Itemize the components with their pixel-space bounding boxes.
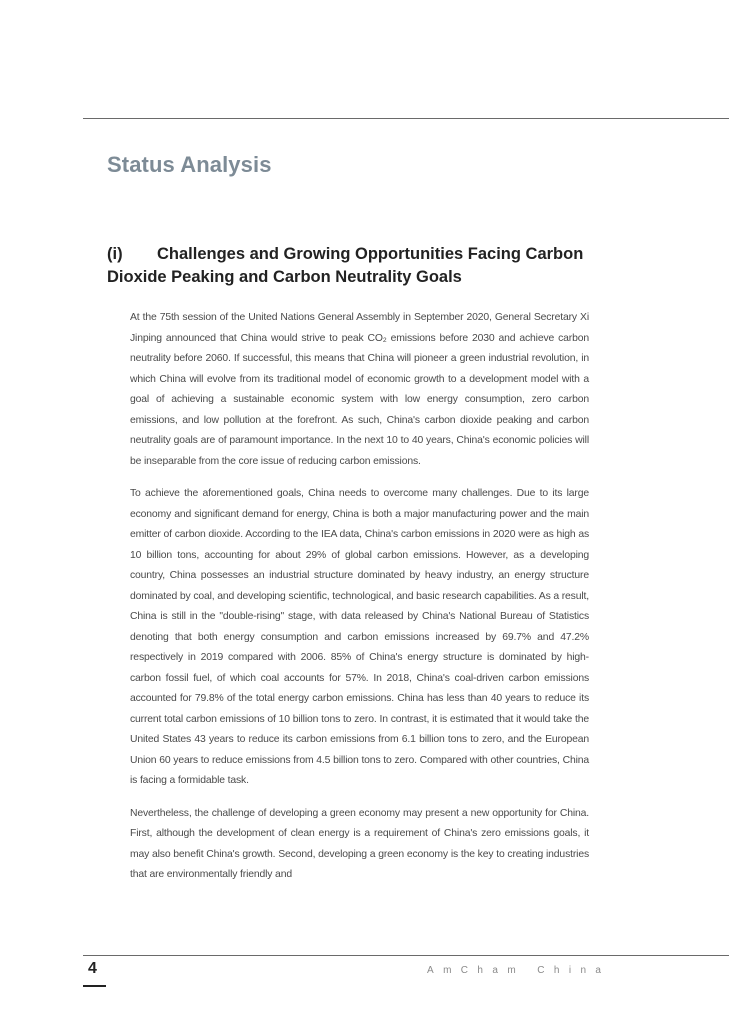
- footer-rule: [83, 955, 729, 956]
- header-rule: [83, 118, 729, 119]
- body-text: [130, 308, 589, 898]
- page-number: 4: [88, 960, 97, 977]
- section-title: Status Analysis: [107, 152, 272, 177]
- paragraph-1: At the 75th session of the United Nations General Assembly in September 2020, General Secretary Xi Jinping announced that China would strive to peak CO₂ emissions before 2030 and achieve carbon neutrality before 2060. If successful, this means that China will pioneer a green industrial revolution, in which China will evolve from its traditional model of economic growth to a development model with a goal of achieving a sustainable economic system with low energy consumption, zero carbon emissions, and low pollution at the forefront. As such, China's carbon dioxide peaking and carbon neutrality goals are of paramount importance. In the next 10 to 40 years, China's economic policies will be inseparable from the core issue of reducing carbon emissions.: [130, 312, 589, 467]
- paragraph-3: Nevertheless, the challenge of developing a green economy may present a new opportunity for China. First, although the development of clean energy is a requirement of China's zero emissions goals, it may also benefit China's growth. Second, developing a green economy is the key to creating industries that are environmentally friendly and: [130, 807, 589, 880]
- paragraph-2: To achieve the aforementioned goals, China needs to overcome many challenges. Due to its large economy and significant demand for energy, China is both a major manufacturing power and the main emitter of carbon dioxide. According to the IEA data, China's carbon emissions in 2020 were as high as 10 billion tons, accounting for about 29% of global carbon emissions. However, as a developing country, China possesses an industrial structure dominated by heavy industry, an energy structure dominated by coal, and developing scientific, technological, and basic research capabilities. As a result, China is still in the "double-rising" stage, with data released by China's National Bureau of Statistics denoting that both energy consumption and carbon emissions increased by 69.7% and 47.2% respectively in 2019 compared with 2006. 85% of China's energy structure is dominated by high-carbon fossil fuel, of which coal accounts for 57%. In 2018, China's coal-driven carbon emissions accounted for 79.8% of the total energy carbon emissions. China has less than 40 years to reduce its current total carbon emissions of 10 billion tons to zero. In contrast, it is estimated that it would take the United States 43 years to reduce its carbon emissions from 6.1 billion tons to zero, and the European Union 60 years to reduce emissions from 4.5 billion tons to zero. Compared with other countries, China is facing a formidable task.: [130, 488, 589, 786]
- page-number-underline: [83, 985, 106, 987]
- subsection-number: (i): [107, 245, 123, 263]
- footer-brand: AmCham China: [427, 965, 611, 976]
- subsection-heading: [107, 243, 587, 289]
- subsection-title: Challenges and Growing Opportunities Facing Carbon Dioxide Peaking and Carbon Neutrality Goals: [107, 245, 584, 286]
